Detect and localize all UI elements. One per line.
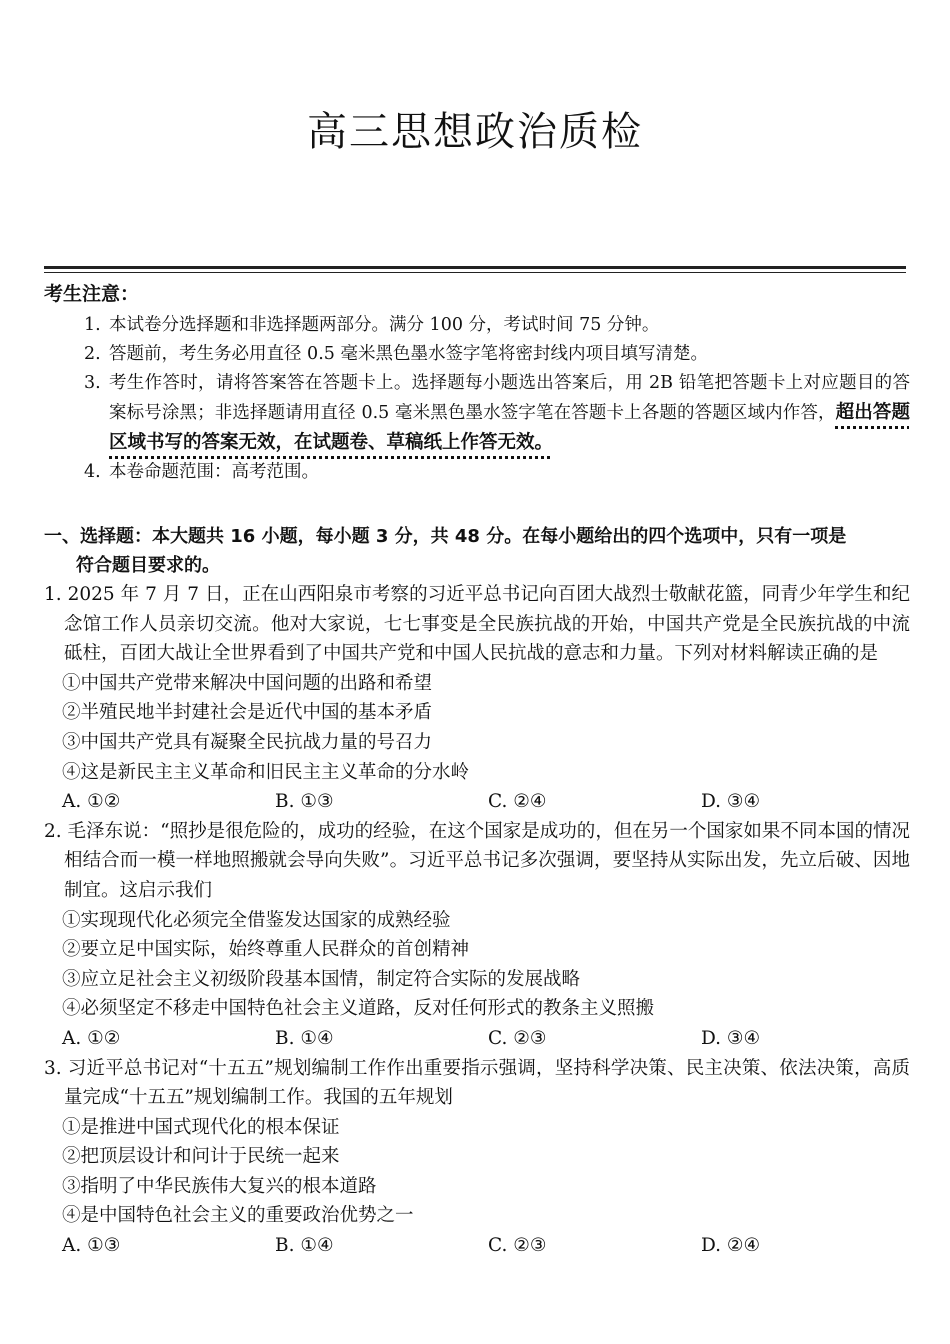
option-a: A. ①② [62,791,121,813]
question-3 [44,1054,910,1261]
option-c: C. ②③ [488,1235,547,1257]
question-stem: 2. 毛泽东说：“照抄是很危险的，成功的经验，在这个国家是成功的，但在另一个国家如果不同本国的情况相结合而一模一样地照搬就会导向失败”。习近平总书记多次强调，要坚持从实际出发，先立后破、因地制宜。这启示我们 [44,820,910,901]
answer-options [44,1231,910,1261]
notice-item-number: 3. [84,373,101,393]
notice-item-4 [84,458,910,487]
option-a: A. ①③ [62,1235,121,1257]
statement: ④这是新民主主义革命和旧民主主义革命的分水岭 [62,761,470,783]
option-c: C. ②④ [488,791,547,813]
notice-item-number: 2. [84,344,101,364]
page-title: 高三思想政治质检 [307,109,643,155]
notice-item-2 [84,340,910,369]
question-stem: 3. 习近平总书记对“十五五”规划编制工作作出重要指示强调，坚持科学决策、民主决策、依法决策，高质量完成“十五五”规划编制工作。我国的五年规划 [44,1057,910,1109]
option-b: B. ①③ [275,791,334,813]
statement: ③中国共产党具有凝聚全民抗战力量的号召力 [62,731,433,753]
statement: ④必须坚定不移走中国特色社会主义道路，反对任何形式的教条主义照搬 [62,998,655,1020]
notice-item-text: 本试卷分选择题和非选择题两部分。满分 100 分，考试时间 75 分钟。 [109,315,660,335]
answer-options [44,1024,910,1054]
question-2 [44,817,910,1054]
notice-item-text: 本卷命题范围：高考范围。 [109,462,319,482]
statement: ①中国共产党带来解决中国问题的出路和希望 [62,672,433,694]
header-rule-thin [44,272,906,273]
option-d: D. ②④ [701,1235,761,1257]
notice-item-text: 考生作答时，请将答案答在答题卡上。选择题每小题选出答案后，用 2B 铅笔把答题卡上对应题目的答案标号涂黑；非选择题请用直径 0.5 毫米黑色墨水签字笔在答题卡上各题的答题区域内作答， [109,373,910,423]
notice-emphasis: 超出答题区域书写的答案无效，在试题卷、草稿纸上作答无效。 [109,402,910,453]
statement: ④是中国特色社会主义的重要政治优势之一 [62,1205,414,1227]
section-heading-line2: 符合题目要求的。 [76,555,220,576]
statement: ③应立足社会主义初级阶段基本国情，制定符合实际的发展战略 [62,968,581,990]
statement: ②把顶层设计和问计于民统一起来 [62,1146,340,1168]
header-rule-thick [44,266,906,269]
option-a: A. ①② [62,1027,121,1049]
option-d: D. ③④ [701,1027,761,1049]
answer-options [44,787,910,817]
question-1 [44,580,910,817]
question-list [44,580,910,1261]
statement: ①是推进中国式现代化的根本保证 [62,1116,340,1138]
notice-item-1 [84,311,910,340]
notice-item-number: 4. [84,462,101,482]
notice-list [84,311,910,487]
section-heading [44,522,910,580]
statement: ①实现现代化必须完全借鉴发达国家的成熟经验 [62,909,451,931]
notice-item-3 [84,369,910,458]
option-b: B. ①④ [275,1027,334,1049]
question-stem: 1. 2025 年 7 月 7 日，正在山西阳泉市考察的习近平总书记向百团大战烈士敬献花篮，同青少年学生和纪念馆工作人员亲切交流。他对大家说，七七事变是全民族抗战的开始，中国共产党是全民族抗战的中流砥柱，百团大战让全世界看到了中国共产党和中国人民抗战的意志和力量。下列对材料解读正确的是 [44,584,910,665]
option-b: B. ①④ [275,1235,334,1257]
statement: ②半殖民地半封建社会是近代中国的基本矛盾 [62,702,433,724]
notice-item-text: 答题前，考生务必用直径 0.5 毫米黑色墨水签字笔将密封线内项目填写清楚。 [109,344,708,364]
option-d: D. ③④ [701,791,761,813]
statement: ③指明了中华民族伟大复兴的根本道路 [62,1175,377,1197]
section-heading-line1: 一、选择题：本大题共 16 小题，每小题 3 分，共 48 分。在每小题给出的四个选项中，只有一项是 [44,526,847,547]
option-c: C. ②③ [488,1027,547,1049]
statement: ②要立足中国实际，始终尊重人民群众的首创精神 [62,939,470,961]
notice-item-number: 1. [84,315,101,335]
notice-heading: 考生注意： [44,283,140,305]
